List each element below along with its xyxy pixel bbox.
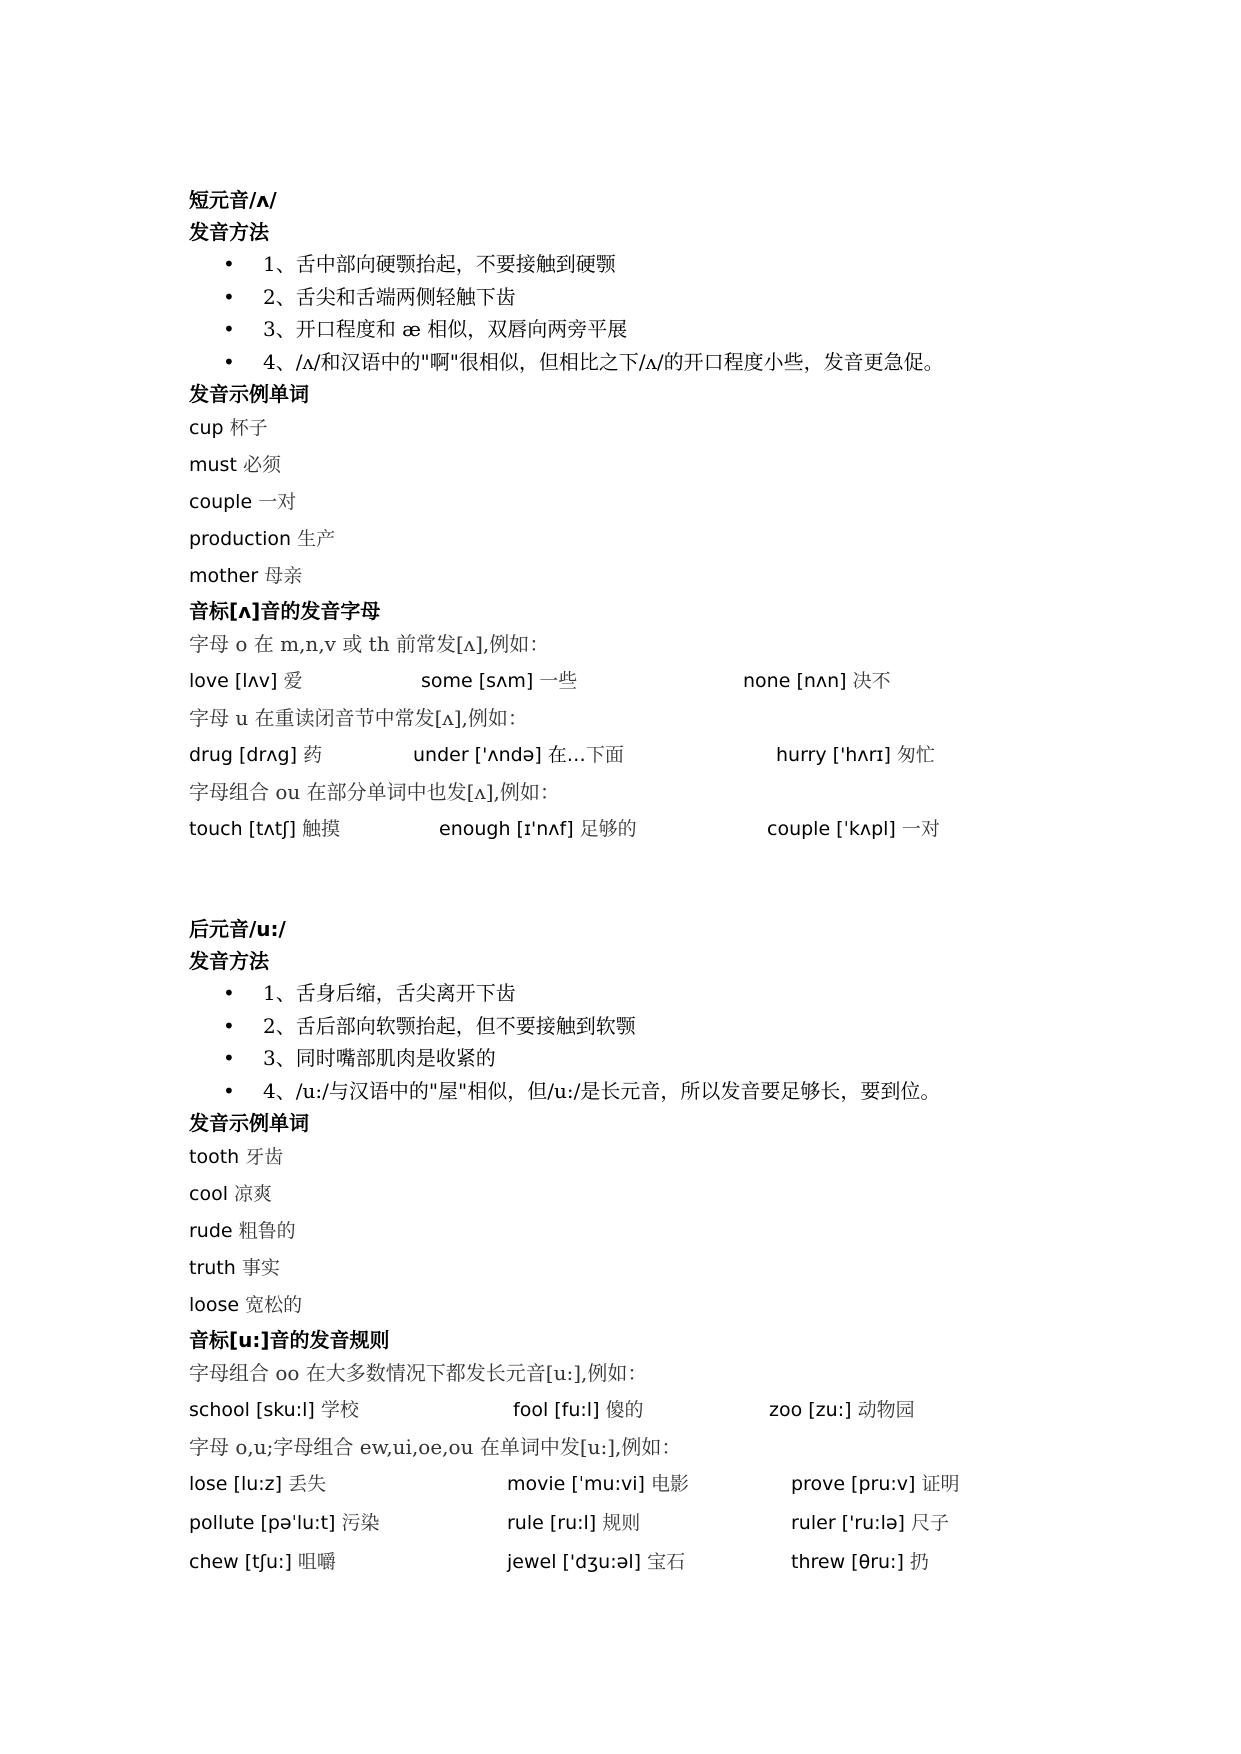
- example-word: couple 一对: [189, 491, 297, 513]
- word-cell: school [sku:l] 学校: [189, 1399, 359, 1421]
- word-row: [189, 1465, 1089, 1504]
- example-word: cup 杯子: [189, 417, 268, 439]
- method-list: [189, 248, 1089, 378]
- word-row: [189, 1504, 1089, 1543]
- method-list: [189, 977, 1089, 1107]
- example-word: rude 粗鲁的: [189, 1220, 296, 1242]
- word-cell: rule [ru:l] 规则: [507, 1512, 641, 1534]
- word-cell: couple [ˈkʌpl] 一对: [767, 818, 940, 840]
- section-title: 短元音/ʌ/: [189, 188, 277, 212]
- list-item: • 3、同时嘴部肌肉是收紧的: [189, 1042, 1089, 1075]
- word-cell: fool [fu:l] 傻的: [513, 1399, 644, 1421]
- word-cell: hurry ['hʌrɪ] 匆忙: [776, 744, 935, 766]
- rule-text: 字母组合 ou 在部分单词中也发[ʌ],例如：: [189, 780, 560, 804]
- method-heading: 发音方法: [189, 949, 269, 973]
- example-word: cool 凉爽: [189, 1183, 273, 1205]
- section-title: 后元音/u:/: [189, 917, 286, 941]
- list-item: • 2、舌尖和舌端两侧轻触下齿: [189, 281, 1089, 314]
- word-cell: love [lʌv] 爱: [189, 670, 303, 692]
- word-cell: drug [drʌg] 药: [189, 744, 323, 766]
- examples-heading: 发音示例单词: [189, 1111, 309, 1135]
- list-item: • 4、/u:/与汉语中的"屋"相似，但/u:/是长元音，所以发音要足够长，要到位。: [189, 1075, 1089, 1108]
- word-cell: under ['ʌndə] 在…下面: [413, 744, 624, 766]
- example-word: tooth 牙齿: [189, 1146, 284, 1168]
- list-item: • 3、开口程度和 æ 相似，双唇向两旁平展: [189, 313, 1089, 346]
- list-item: • 1、舌中部向硬颚抬起，不要接触到硬颚: [189, 248, 1089, 281]
- rules-heading: 音标[u:]音的发音规则: [189, 1328, 390, 1352]
- word-row: [189, 1543, 1089, 1582]
- word-cell: touch [tʌtʃ] 触摸: [189, 818, 341, 840]
- word-cell: some [sʌm] 一些: [421, 670, 578, 692]
- word-cell: chew [tʃu:] 咀嚼: [189, 1551, 336, 1573]
- word-row: [189, 1391, 1089, 1430]
- list-item: • 4、/ʌ/和汉语中的"啊"很相似，但相比之下/ʌ/的开口程度小些，发音更急促。: [189, 346, 1089, 379]
- example-word: must 必须: [189, 454, 281, 476]
- example-word: loose 宽松的: [189, 1294, 303, 1316]
- word-cell: zoo [zu:] 动物园: [769, 1399, 915, 1421]
- word-cell: threw [θru:] 扔: [791, 1551, 929, 1573]
- word-row: [189, 662, 1089, 701]
- method-heading: 发音方法: [189, 220, 269, 244]
- word-row: [189, 810, 1089, 849]
- example-word: truth 事实: [189, 1257, 280, 1279]
- document-page: [189, 184, 1089, 1582]
- example-word: production 生产: [189, 528, 336, 550]
- list-item: • 2、舌后部向软颚抬起，但不要接触到软颚: [189, 1010, 1089, 1043]
- rule-text: 字母 u 在重读闭音节中常发[ʌ],例如：: [189, 706, 528, 730]
- word-cell: lose [lu:z] 丢失: [189, 1473, 327, 1495]
- rule-text: 字母组合 oo 在大多数情况下都发长元音[u:],例如：: [189, 1361, 648, 1385]
- example-word: mother 母亲: [189, 565, 303, 587]
- word-cell: none [nʌn] 决不: [743, 670, 891, 692]
- rule-text: 字母 o 在 m,n,v 或 th 前常发[ʌ],例如：: [189, 632, 550, 656]
- word-cell: ruler ['ru:lə] 尺子: [791, 1512, 950, 1534]
- section-gap: [189, 849, 1089, 913]
- letters-heading: 音标[ʌ]音的发音字母: [189, 599, 381, 623]
- word-cell: movie [ˈmu:vi] 电影: [507, 1473, 689, 1495]
- word-cell: enough [ɪ'nʌf] 足够的: [439, 818, 637, 840]
- examples-heading: 发音示例单词: [189, 382, 309, 406]
- word-cell: pollute [pəˈlu:t] 污染: [189, 1512, 380, 1534]
- word-row: [189, 736, 1089, 775]
- list-item: • 1、舌身后缩，舌尖离开下齿: [189, 977, 1089, 1010]
- rule-text: 字母 o,u;字母组合 ew,ui,oe,ou 在单词中发[u:],例如：: [189, 1435, 682, 1459]
- word-cell: jewel ['dʒu:əl] 宝石: [507, 1551, 686, 1573]
- word-cell: prove [pru:v] 证明: [791, 1473, 960, 1495]
